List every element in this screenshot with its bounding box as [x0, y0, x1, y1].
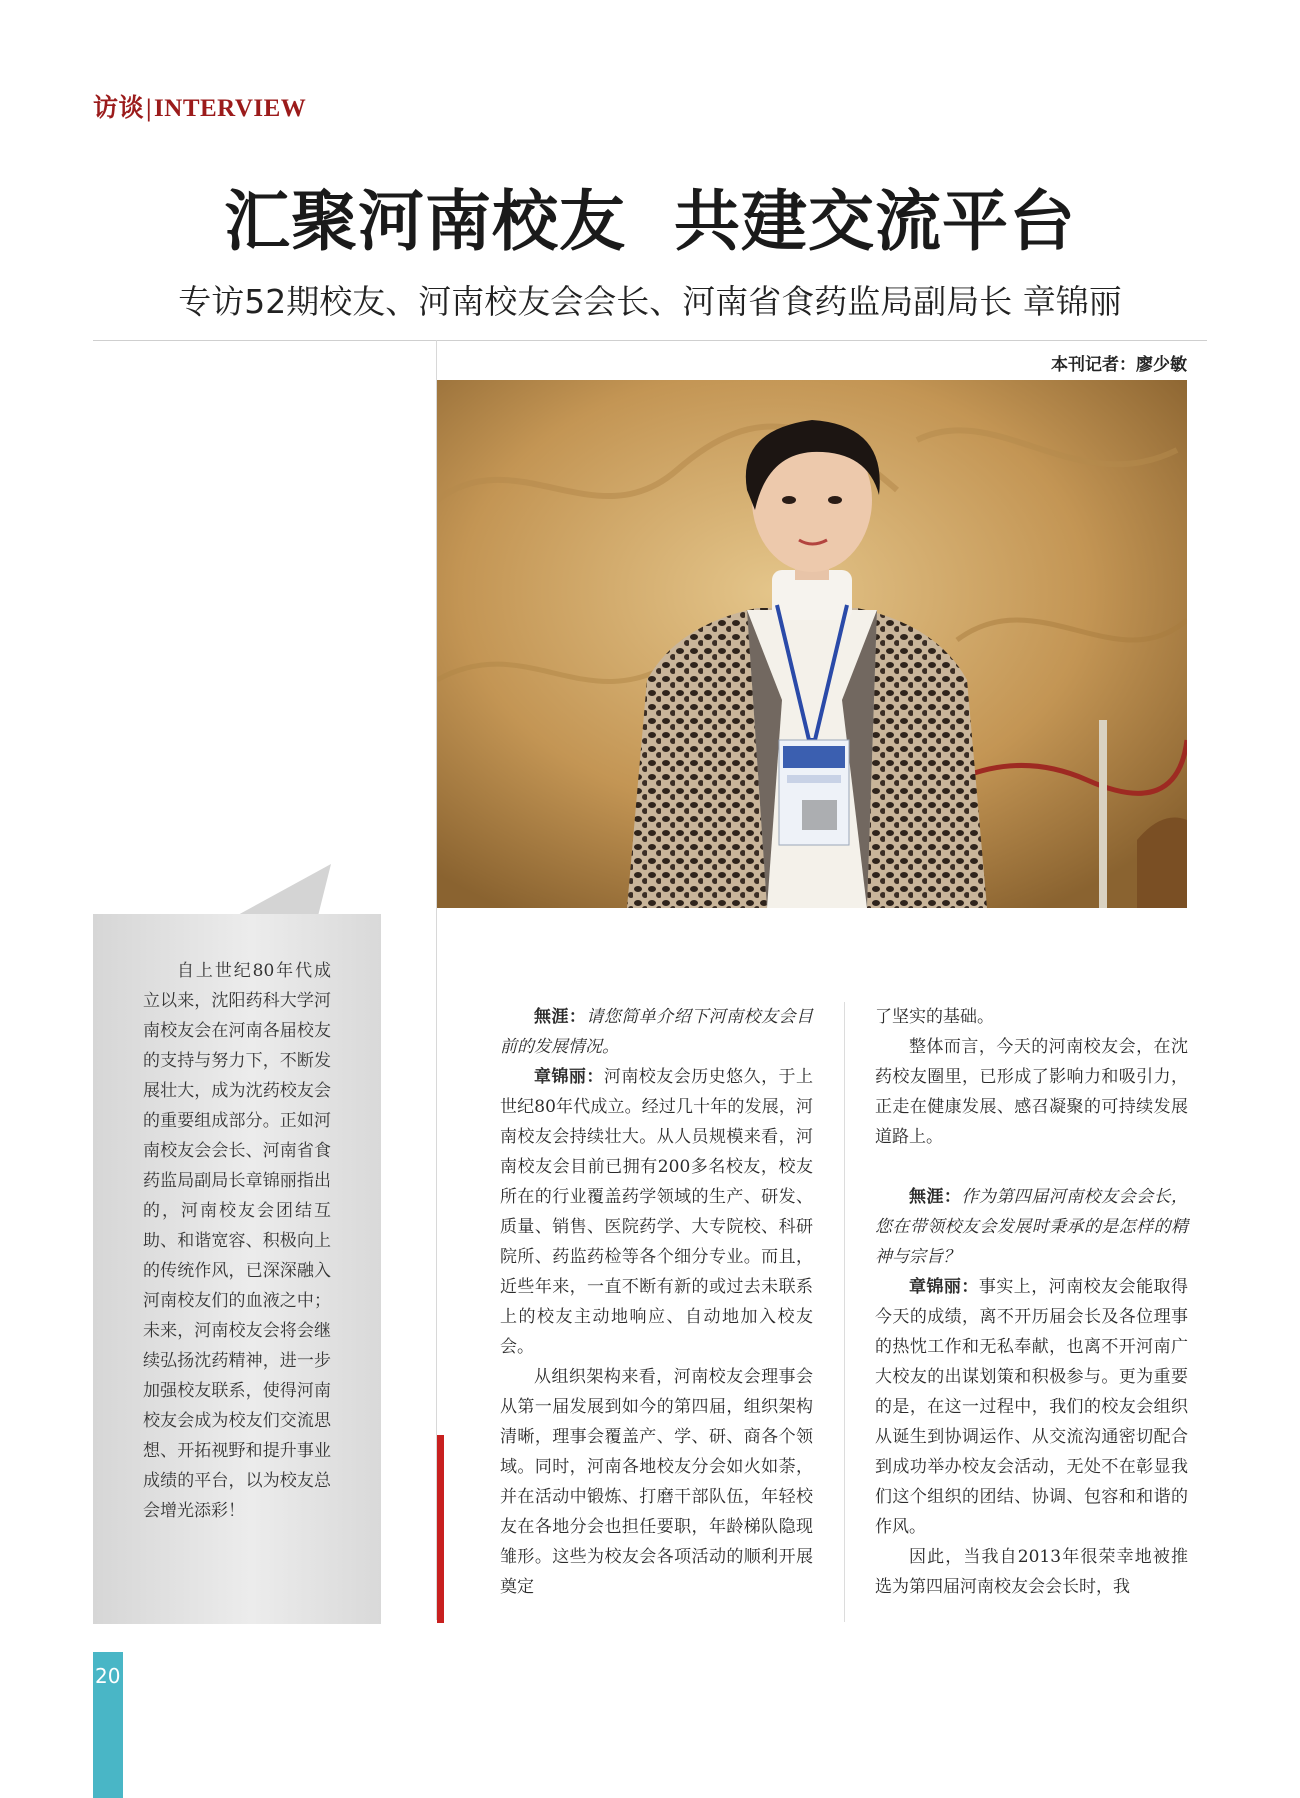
- answer-1: [500, 1062, 813, 1362]
- answer-text: 事实上，河南校友会能取得今天的成绩，离不开历届会长及各位理事的热忱工作和无私奉献，也离不开河南广大校友的出谋划策和积极参与。更为重要的是，在这一过程中，我们的校友会组织从诞生到协调运作、从交流沟通密切配合到成功举办校友会活动，无处不在彰显我们这个组织的团结、协调、包容和和谐的作风。: [875, 1277, 1189, 1537]
- header-divider: [93, 340, 1207, 341]
- speech-bubble-tail: [236, 864, 331, 916]
- article-title: 汇聚河南校友 共建交流平台: [224, 182, 1076, 260]
- article-column-1: [500, 1002, 813, 1602]
- speaker-label: 章锦丽：: [534, 1067, 604, 1087]
- section-tag-en: INTERVIEW: [154, 95, 307, 122]
- section-tag: [93, 88, 306, 124]
- paragraph: 从组织架构来看，河南校友会理事会从第一届发展到如今的第四届，组织架构清晰，理事会覆盖产、学、研、商各个领域。同时，河南各地校友分会如火如荼，并在活动中锻炼、打磨干部队伍，年轻校友在各地分会也担任要职，年龄梯队隐现雏形。这些为校友会各项活动的顺利开展奠定: [500, 1367, 813, 1597]
- question-2: [875, 1182, 1188, 1272]
- column-divider: [844, 1002, 845, 1622]
- red-accent-bar: [437, 1435, 444, 1623]
- answer-text: 河南校友会历史悠久，于上世纪80年代成立。经过几十年的发展，河南校友会持续壮大。从人员规模来看，河南校友会目前已拥有200多名校友，校友所在的行业覆盖药学领域的生产、研发、质量、销售、医院药学、大专院校、科研院所、药监药检等各个细分专业。而且，近些年来，一直不断有新的或过去未联系上的校友主动地响应、自动地加入校友会。: [500, 1067, 814, 1357]
- speaker-label: 章锦丽：: [909, 1277, 979, 1297]
- section-tag-cn: 访谈: [93, 95, 145, 122]
- page-number: 20: [95, 1664, 121, 1688]
- speaker-label: 無涯：: [534, 1007, 587, 1027]
- question-1: [500, 1002, 813, 1062]
- portrait-photo: [437, 380, 1187, 908]
- question-text: 作为第四届河南校友会会长，您在带领校友会发展时秉承的是怎样的精神与宗旨？: [875, 1187, 1189, 1267]
- pull-quote-text: 自上世纪80年代成立以来，沈阳药科大学河南校友会在河南各届校友的支持与努力下，不断发展壮大，成为沈药校友会的重要组成部分。正如河南校友会会长、河南省食药监局副局长章锦丽指出的，河南校友会团结互助、和谐宽容、积极向上的传统作风，已深深融入河南校友们的血液之中；未来，河南校友会将会继续弘扬沈药精神，进一步加强校友联系，使得河南校友会成为校友们交流思想、开拓视野和提升事业成绩的平台，以为校友总会增光添彩！: [143, 961, 331, 1521]
- portrait-illustration: [437, 380, 1187, 908]
- section-tag-separator: |: [146, 95, 153, 122]
- speaker-label: 無涯：: [909, 1187, 962, 1207]
- byline: 本刊记者：廖少敏: [1051, 355, 1187, 375]
- article-column-2: [875, 1002, 1188, 1602]
- paragraph: 整体而言，今天的河南校友会，在沈药校友圈里，已形成了影响力和吸引力，正走在健康发展、感召凝聚的可持续发展道路上。: [875, 1037, 1188, 1147]
- article-subtitle: 专访52期校友、河南校友会会长、河南省食药监局副局长 章锦丽: [178, 282, 1122, 321]
- paragraph-continued: 了坚实的基础。: [875, 1007, 994, 1027]
- question-text: 请您简单介绍下河南校友会目前的发展情况。: [500, 1007, 814, 1057]
- answer-2: [875, 1272, 1188, 1542]
- paragraph: 因此，当我自2013年很荣幸地被推选为第四届河南校友会会长时，我: [875, 1547, 1188, 1597]
